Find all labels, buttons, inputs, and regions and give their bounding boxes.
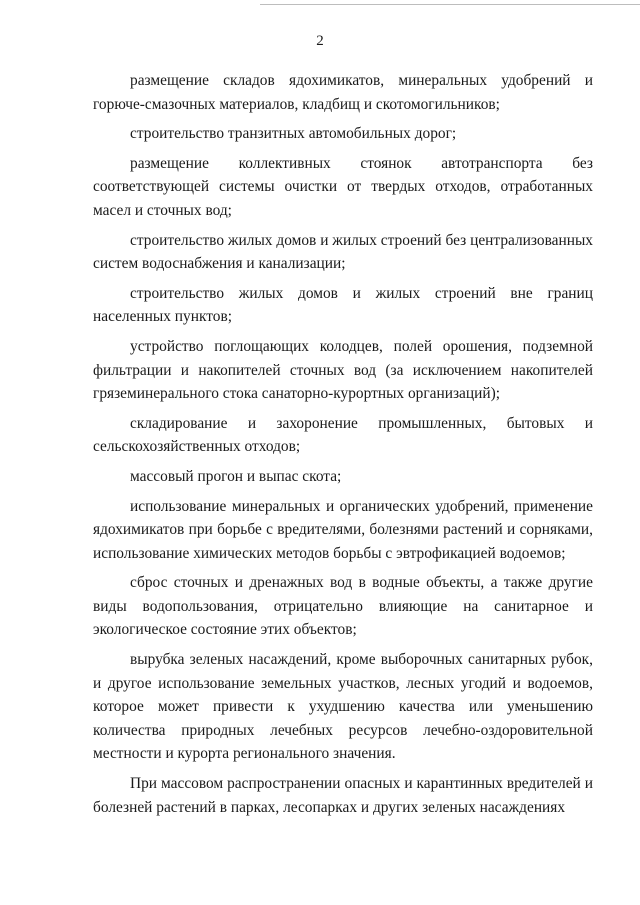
paragraph: размещение коллективных стоянок автотранспорта без соответствующей системы очистки от твердых отходов, отработанных масел и сточных вод; xyxy=(93,154,593,219)
paragraph: устройство поглощающих колодцев, полей орошения, подземной фильтрации и накопителей сточных вод (за исключением накопителей гряземинерального стока санаторно-курортных организаций); xyxy=(93,337,593,403)
paragraph: массовый прогон и выпас скота; xyxy=(130,467,342,485)
paragraph: складирование и захоронение промышленных, бытовых и сельскохозяйственных отходов; xyxy=(93,414,593,456)
paragraph: строительство жилых домов и жилых строений вне границ населенных пунктов; xyxy=(93,284,593,326)
paragraph: строительство транзитных автомобильных дорог; xyxy=(130,125,457,143)
paragraph: вырубка зеленых насаждений, кроме выборочных санитарных рубок, и другое использование земельных участков, лесных угодий и водоемов, которое может привести к ухудшению качества или уменьшению количества природных лечебных ресурсов лечебно-оздоровительной местности и курорта регионального значения. xyxy=(93,651,593,763)
paragraph: сброс сточных и дренажных вод в водные объекты, а также другие виды водопользования, отрицательно влияющие на санитарное и экологическое состояние этих объектов; xyxy=(93,574,593,639)
paragraph: При массовом распространении опасных и карантинных вредителей и болезней растений в парках, лесопарках и других зеленых насаждениях xyxy=(93,775,593,816)
document-body xyxy=(93,69,593,825)
paragraph: размещение складов ядохимикатов, минеральных удобрений и горюче-смазочных материалов, кладбищ и скотомогильников; xyxy=(93,72,593,113)
paragraph: строительство жилых домов и жилых строений без централизованных систем водоснабжения и канализации; xyxy=(93,231,593,273)
scan-edge-line xyxy=(260,4,640,5)
paragraph: использование минеральных и органических удобрений, применение ядохимикатов при борьбе с вредителями, болезнями растений и сорняками, использование химических методов борьбы с эвтрофикацией водоемов; xyxy=(93,497,593,562)
page-number: 2 xyxy=(316,33,324,49)
